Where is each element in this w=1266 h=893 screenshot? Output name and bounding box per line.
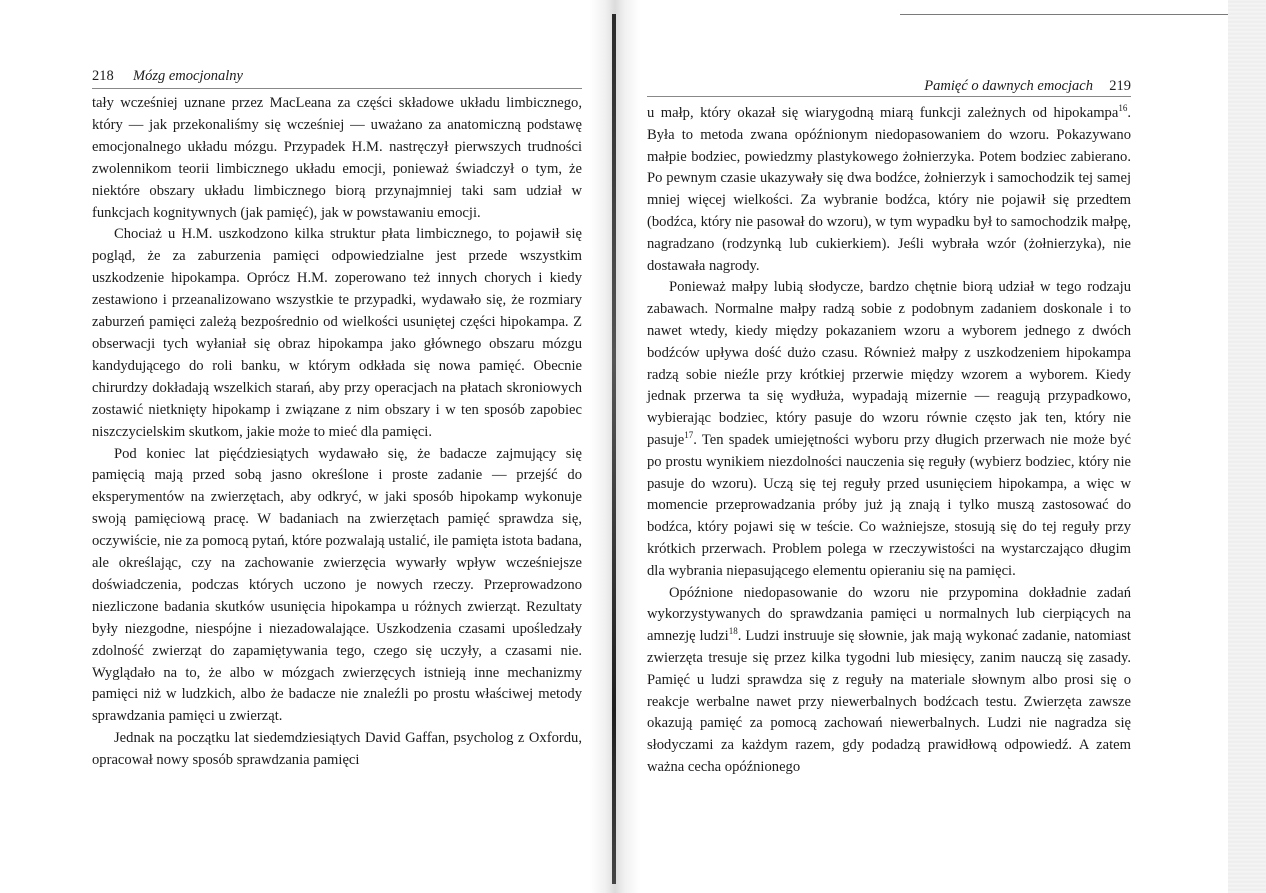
scan-edge-noise (1228, 0, 1266, 893)
left-paragraph-1: tały wcześniej uznane przez MacLeana za części składowe układu limbicznego, który — jak przekonaliśmy się wcześniej — uważano za anatomiczną podstawę emocjonalnego układu mózgu. Przypadek H.M. nastręczył pierwszych trudności zwolennikom teorii limbicznego układu emocji, ponieważ świadczył o tym, że niektóre obszary układu limbicznego biorą przynajmniej taki sam udział w funkcjach kognitywnych (jak pamięć), jak w powstawaniu emocji. (92, 95, 582, 221)
left-paragraph-2: Chociaż u H.M. uszkodzono kilka struktur płata limbicznego, to pojawił się pogląd, że za zaburzenia pamięci odpowiedzialne jest przede wszystkim uszkodzenie hipokampa. Oprócz H.M. zoperowano też innych chorych i kiedy zestawiono i przeanalizowano wszystkie te przypadki, wydawało się, że rozmiary zaburzeń pamięci zależą bezpośrednio od wielkości usuniętej części hipokampa. Z obserwacji tych wyłaniał się obraz hipokampa jako głównego obszaru mózgu kandydującego do roli banku, w którym odkłada się nowa pamięć. Obecnie chirurdzy dokładają wszelkich starań, aby przy operacjach na płatach skroniowych zostawić nietknięty hipokamp i związane z nim obszary i w ten sposób zapobiec niszczycielskim skutkom, jakie może to mieć dla pamięci. (92, 226, 582, 440)
right-paragraph-3 (647, 583, 1131, 779)
left-paragraph-3: Pod koniec lat pięćdziesiątych wydawało się, że badacze zajmujący się pamięcią mają przed sobą jasno określone i proste zadanie — przejść do eksperymentów na zwierzętach, aby odkryć, w jaki sposób hipokamp wykonuje swoją pamięciową pracę. W badaniach na zwierzętach pamięć sprawdza się, oczywiście, nie za pomocą pytań, które pozwalają ustalić, ile pamięta istota badana, ale określając, czy na zachowanie zwierzęcia wywarły wpływ wcześniejsze doświadczenia, podczas których uczono je nowych rzeczy. Przeprowadzono niezliczone badania skutków usunięcia hipokampa u różnych zwierząt. Rezultaty były niezgodne, niespójne i niezadowalające. Uszkodzenia czasami upośledzały zdolność zwierząt do zapamiętywania tego, czego się uczyły, a czasami nie. Wyglądało na to, że albo w mózgach zwierzęcych istnieją inne mechanizmy pamięci niż w ludzkich, albo że badacze nie znaleźli po prostu właściwej metody sprawdzania pamięci u zwierząt. (92, 445, 582, 725)
footnote-ref-18: 18 (728, 626, 738, 637)
right-p2-text-b: . Ten spadek umiejętności wyboru przy długich przerwach nie może być po prostu wynikiem niezdolności nauczenia się reguły (wybierz bodziec, który nie pasuje do wzoru). Uczą się tej reguły przed usunięciem hipokampa, a więc w momencie przeprowadzania próby już ją znają i tylko muszą zastosować do bodźca, który pojawi się w teście. Co ważniejsze, stosują się do tej reguły przy krótkich przerwach. Problem polega w rzeczywistości na wystarczająco długim dla wybrania niepasującego elementu opieraniu się na pamięci. (647, 431, 1131, 579)
right-p3-text-b: . Ludzi instruuje się słownie, jak mają wykonać zadanie, natomiast zwierzęta tresuje się przez kilka tygodni lub miesięcy, zanim nauczą się zasady. Pamięć u ludzi sprawdza się z reguły na materiale słownym albo prosi się o reakcje werbalne nawet przy niewerbalnych bodźcach testu. Zwierzęta zawsze okazują pamięć za pomocą zachowań niewerbalnych. Ludzi nie nagradza się słodyczami za każdym razem, gdy podadzą prawidłową odpowiedź. A zatem ważna cecha opóźnionego (647, 628, 1131, 775)
left-page-number: 218 (92, 68, 114, 84)
footnote-ref-17: 17 (684, 430, 694, 441)
left-paragraph-4: Jednak na początku lat siedemdziesiątych David Gaffan, psycholog z Oxfordu, opracował nowy sposób sprawdzania pamięci (92, 730, 582, 769)
right-p3-text-a: Opóźnione niedopasowanie do wzoru nie przypomina dokładnie zadań wykorzystywanych do sprawdzania pamięci u normalnych lub cierpiących na amnezję ludzi (647, 584, 1131, 645)
left-running-head (92, 66, 582, 89)
left-running-title: Mózg emocjonalny (133, 68, 243, 84)
left-body-text (92, 93, 582, 772)
book-spine (612, 14, 616, 884)
footnote-ref-16: 16 (1118, 103, 1128, 114)
left-page (92, 66, 582, 772)
scan-edge-line (900, 14, 1230, 15)
right-page (647, 74, 1131, 779)
right-page-number: 219 (1109, 78, 1131, 94)
right-p1-text-a: u małp, który okazał się wiarygodną miarą funkcji zależnych od hipokampa (647, 105, 1119, 121)
right-body-text (647, 103, 1131, 779)
right-running-title: Pamięć o dawnych emocjach (924, 78, 1093, 94)
right-paragraph-2 (647, 277, 1131, 582)
right-p2-text-a: Ponieważ małpy lubią słodycze, bardzo chętnie biorą udział w tego rodzaju zabawach. Normalne małpy radzą sobie z podobnym zadaniem doskonale i to nawet wtedy, kiedy między pokazaniem wzoru a wyborem jednego z dwóch bodźców upływa dość dużo czasu. Również małpy z uszkodzeniem hipokampa radzą sobie nieźle przy krótkiej przerwie między wzorem a wyborem. Kiedy jednak przerwa ta się wydłuża, wypadają mizernie — reagują przypadkowo, wybierając bodziec, który pasuje do wzoru równie często jak ten, który nie pasuje (647, 279, 1131, 448)
right-running-head (647, 74, 1131, 97)
right-paragraph-1 (647, 103, 1131, 277)
right-p1-text-b: . Była to metoda zwana opóźnionym niedopasowaniem do wzoru. Pokazywano małpie bodziec, powiedzmy plastykowego żołnierzyka. Potem bodziec zabierano. Po pewnym czasie ukazywały się dwa bodźce, żołnierzyk i samochodzik tej samej mniej więcej wielkości. Za wybranie bodźca, który nie pojawił się przedtem (bodźca, który nie pasował do wzoru), w tym wypadku był to samochodzik małpę, nagradzano (rodzynką lub cukierkiem). Jeśli wybrała wzór (żołnierzyka), nie dostawała nagrody. (647, 105, 1131, 274)
